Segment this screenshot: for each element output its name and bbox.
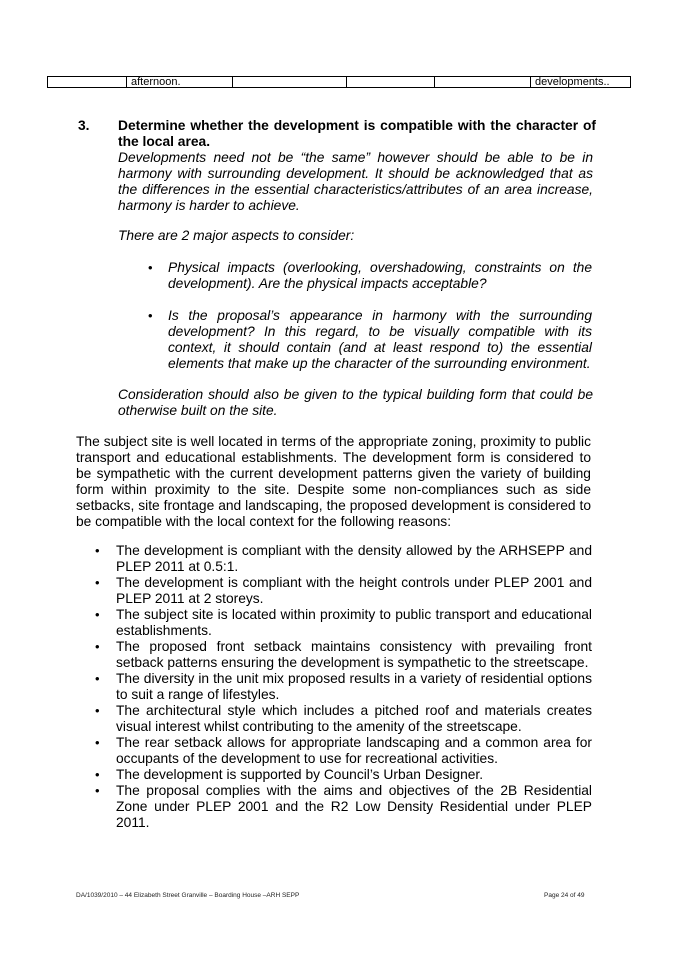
bullet-icon: • — [95, 543, 100, 558]
footer-document-reference: DA/1039/2010 – 44 Elizabeth Street Granville – Boarding House –ARH SEPP — [76, 892, 300, 899]
bullet-icon: • — [95, 575, 100, 590]
bullet-icon: • — [95, 607, 100, 622]
assessment-paragraph: The subject site is well located in terms of the appropriate zoning, proximity to public transport and educational establishments. The development form is considered to be sympathetic with the current development patterns given the variety of building form within proximity to the site. Despite some non-compliances such as side setbacks, site frontage and landscaping, the proposed development is considered to be compatible with the local context for the following reasons: — [76, 434, 591, 529]
aspects-intro: There are 2 major aspects to consider: — [118, 228, 355, 243]
section-intro: Developments need not be “the same” however should be able to be in harmony with surrounding development. It should be acknowledged that as the differences in the essential characteristics/attributes of an area increase, harmony is harder to achieve. — [118, 150, 593, 213]
table-cell — [347, 77, 435, 87]
bullet-icon: • — [95, 639, 100, 654]
bullet-icon: • — [148, 308, 153, 323]
section-number: 3. — [78, 118, 90, 133]
table-fragment — [47, 76, 631, 88]
reason-item: The development is compliant with the density allowed by the ARHSEPP and PLEP 2011 at 0.5:1. — [116, 543, 592, 574]
reason-item: The development is compliant with the height controls under PLEP 2001 and PLEP 2011 at 2 storeys. — [116, 575, 592, 606]
aspect-item: Is the proposal’s appearance in harmony with the surrounding development? In this regard, to be visually compatible with its context, it should contain (and at least respond to) the essential elements that make up the character of the surrounding environment. — [168, 308, 592, 371]
reason-item: The rear setback allows for appropriate landscaping and a common area for occupants of the development to use for recreational activities. — [116, 735, 592, 766]
table-cell — [48, 77, 127, 87]
footer-page-number: Page 24 of 49 — [544, 892, 585, 899]
section-heading: Determine whether the development is compatible with the character of the local area. — [118, 118, 596, 149]
table-cell — [233, 77, 347, 87]
aspect-item: Physical impacts (overlooking, overshadowing, constraints on the development). Are the physical impacts acceptable? — [168, 260, 592, 291]
bullet-icon: • — [95, 735, 100, 750]
reason-item: The proposal complies with the aims and objectives of the 2B Residential Zone under PLEP 2001 and the R2 Low Density Residential under PLEP 2011. — [116, 783, 592, 830]
bullet-icon: • — [148, 260, 153, 275]
bullet-icon: • — [95, 703, 100, 718]
table-cell: afternoon. — [127, 77, 233, 87]
reason-item: The diversity in the unit mix proposed results in a variety of residential options to suit a range of lifestyles. — [116, 671, 592, 702]
bullet-icon: • — [95, 671, 100, 686]
reason-item: The proposed front setback maintains consistency with prevailing front setback patterns ensuring the development is sympathetic to the streetscape. — [116, 639, 592, 670]
table-cell — [435, 77, 531, 87]
reason-item: The subject site is located within proximity to public transport and educational establishments. — [116, 607, 592, 638]
reason-item: The development is supported by Council’s Urban Designer. — [116, 767, 484, 782]
reason-item: The architectural style which includes a pitched roof and materials creates visual interest whilst contributing to the amenity of the streetscape. — [116, 703, 592, 734]
bullet-icon: • — [95, 783, 100, 798]
table-cell: developments.. — [535, 77, 610, 87]
bullet-icon: • — [95, 767, 100, 782]
consideration-note: Consideration should also be given to the typical building form that could be otherwise built on the site. — [118, 387, 593, 418]
